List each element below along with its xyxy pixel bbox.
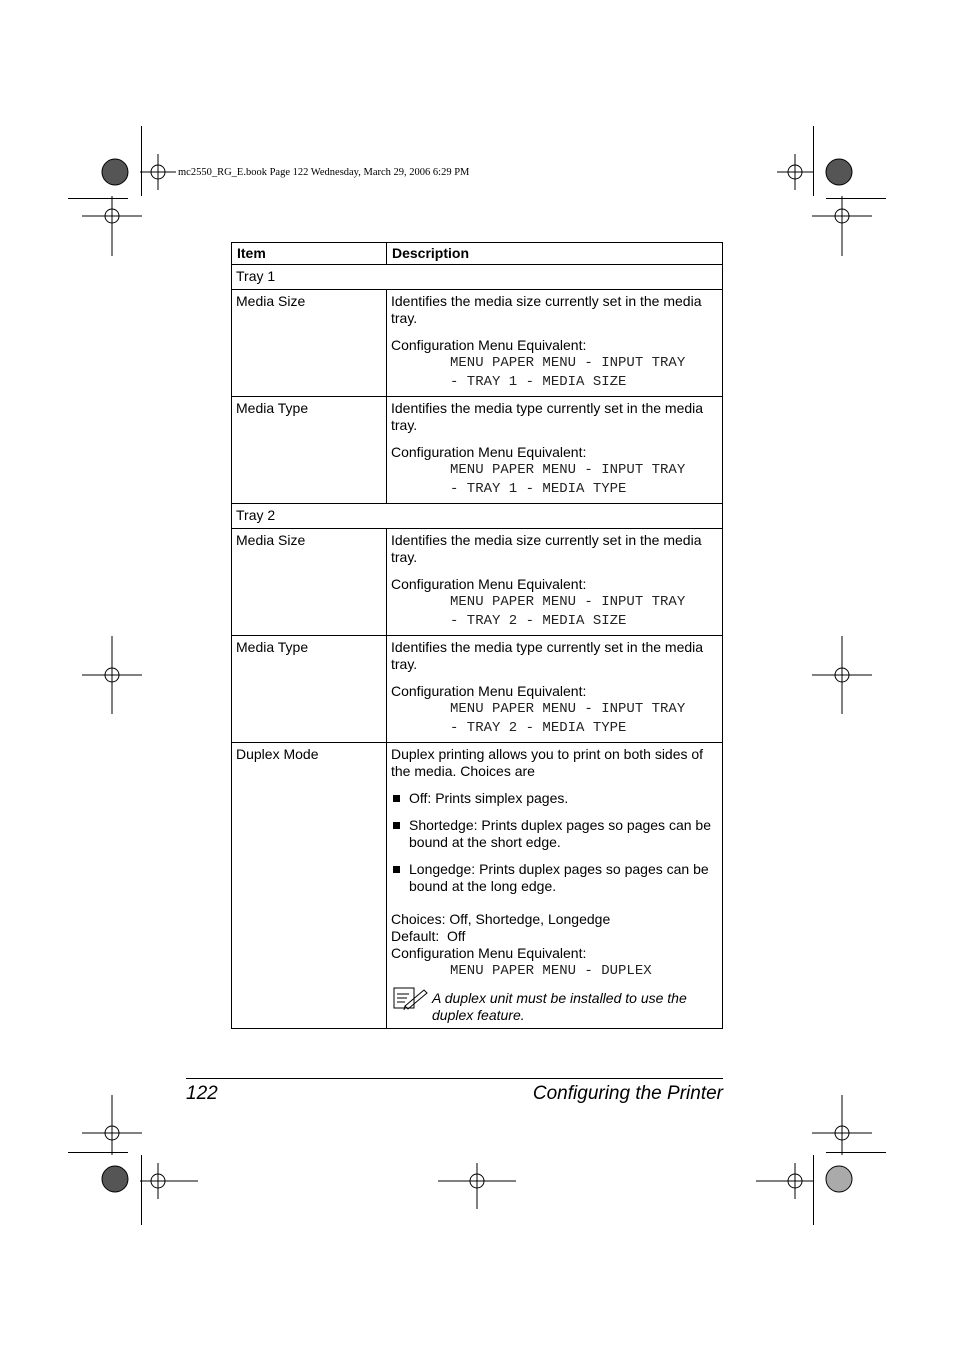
- config-label: Configuration Menu Equivalent:: [391, 444, 587, 460]
- menu-path-line-1: MENU PAPER MENU - INPUT TRAY: [450, 594, 686, 610]
- config-label: Configuration Menu Equivalent:: [391, 683, 587, 699]
- table-row: [232, 290, 723, 397]
- menu-path-line-2: - TRAY 2 - MEDIA TYPE: [450, 720, 627, 736]
- item-name: Media Size: [232, 529, 387, 636]
- bullet-text: Shortedge: Prints duplex pages so pages can be bound at the short edge.: [409, 817, 711, 850]
- table-row: [232, 397, 723, 504]
- table-row-duplex: [232, 743, 723, 1029]
- item-name: Media Type: [232, 397, 387, 504]
- footer-rule: [186, 1078, 723, 1079]
- bullet-text: Longedge: Prints duplex pages so pages can be bound at the long edge.: [409, 861, 709, 894]
- note-callout: [391, 990, 718, 1024]
- section-label-tray-2: Tray 2: [232, 504, 723, 529]
- bullet-square-icon: [393, 795, 400, 802]
- menu-path-line-2: - TRAY 1 - MEDIA SIZE: [450, 374, 627, 390]
- section-row-tray-2: [232, 504, 723, 529]
- description-text: Identifies the media size currently set in the media tray.: [391, 532, 702, 565]
- section-title: Configuring the Printer: [532, 1083, 723, 1104]
- menu-path-line-1: MENU PAPER MENU - INPUT TRAY: [450, 462, 686, 478]
- description-text: Identifies the media type currently set in the media tray.: [391, 639, 704, 672]
- item-name: Media Size: [232, 290, 387, 397]
- settings-table: [231, 242, 723, 1029]
- item-description: [387, 397, 723, 504]
- item-name: Media Type: [232, 636, 387, 743]
- bullet-square-icon: [393, 866, 400, 873]
- default-text: Default: Off: [391, 928, 466, 944]
- config-label: Configuration Menu Equivalent:: [391, 945, 587, 961]
- note-pencil-icon: [393, 985, 429, 1011]
- description-text: Identifies the media type currently set in the media tray.: [391, 400, 704, 433]
- config-label: Configuration Menu Equivalent:: [391, 576, 587, 592]
- table-row: [232, 529, 723, 636]
- section-label-tray-1: Tray 1: [232, 265, 723, 290]
- list-item: [391, 861, 718, 895]
- bullet-square-icon: [393, 822, 400, 829]
- item-description: [387, 743, 723, 1029]
- list-item: [391, 817, 718, 851]
- menu-path-line-2: - TRAY 1 - MEDIA TYPE: [450, 481, 627, 497]
- print-slug: mc2550_RG_E.book Page 122 Wednesday, March 29, 2006 6:29 PM: [178, 167, 470, 178]
- item-description: [387, 636, 723, 743]
- description-text: Identifies the media size currently set in the media tray.: [391, 293, 702, 326]
- menu-path-line-2: - TRAY 2 - MEDIA SIZE: [450, 613, 627, 629]
- header-description: Description: [387, 243, 723, 265]
- table-header-row: [232, 243, 723, 265]
- note-text: A duplex unit must be installed to use the duplex feature.: [432, 990, 687, 1023]
- item-description: [387, 529, 723, 636]
- section-row-tray-1: [232, 265, 723, 290]
- page-number: 122: [186, 1083, 218, 1104]
- config-label: Configuration Menu Equivalent:: [391, 337, 587, 353]
- menu-path-line-1: MENU PAPER MENU - INPUT TRAY: [450, 701, 686, 717]
- menu-path-line-1: MENU PAPER MENU - DUPLEX: [450, 963, 652, 979]
- description-text: Duplex printing allows you to print on both sides of the media. Choices are: [391, 746, 704, 779]
- item-description: [387, 290, 723, 397]
- bullet-text: Off: Prints simplex pages.: [409, 790, 569, 806]
- item-name: Duplex Mode: [232, 743, 387, 1029]
- list-item: [391, 790, 718, 807]
- header-item: Item: [232, 243, 387, 265]
- choices-text: Choices: Off, Shortedge, Longedge: [391, 911, 611, 927]
- table-row: [232, 636, 723, 743]
- menu-path-line-1: MENU PAPER MENU - INPUT TRAY: [450, 355, 686, 371]
